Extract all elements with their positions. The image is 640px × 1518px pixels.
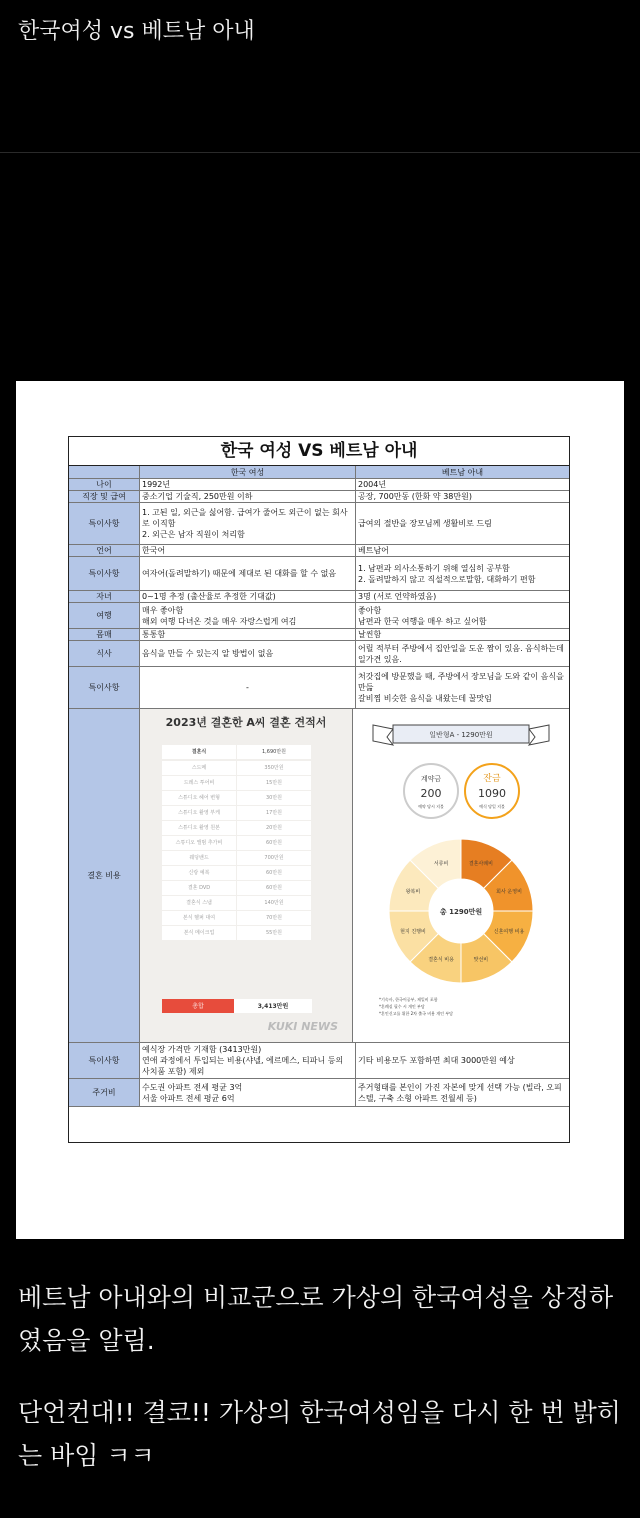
korean-woman-text-line-1: -: [246, 683, 249, 692]
row-label: 결혼 비용: [69, 709, 140, 1042]
estimate-total-value: 3,413만원: [234, 999, 312, 1013]
korean-woman-text-line-1: 음식을 만들 수 있는지 알 방법이 없음: [142, 649, 274, 658]
table-row: [69, 557, 569, 591]
banner-right-ribbon: [529, 725, 549, 745]
donut-slice-label: 신혼여행 비용: [493, 928, 525, 935]
estimate-item-price: 15만원: [237, 776, 311, 790]
estimate-item-price: 60만원: [237, 866, 311, 880]
table-row: [69, 479, 569, 491]
table-header-row: [69, 466, 569, 479]
table-row: [69, 1043, 569, 1079]
korean-woman-cell: [140, 667, 356, 708]
estimate-header-row: [162, 745, 312, 759]
korean-woman-cell: [140, 641, 356, 666]
row-label: 직장 및 급여: [69, 491, 140, 502]
banner-text: 일반형A - 1290만원: [429, 731, 493, 739]
vietnamese-wife-cell: [356, 557, 569, 590]
estimate-header-label: 결혼식: [162, 745, 236, 759]
estimate-item-name: 본식 메이크업: [162, 926, 236, 940]
korean-woman-cell: [140, 1079, 356, 1106]
estimate-total-row: [162, 999, 312, 1013]
donut-slice-label: 결혼사례비: [468, 860, 493, 867]
korean-woman-text-line-2: 연애 과정에서 투입되는 비용(샤넬, 에르메스, 티파니 등의 사치품 포함) 제외: [142, 1056, 344, 1076]
estimate-item-row: [162, 881, 312, 895]
vietnamese-wife-cell: [356, 603, 569, 628]
vietnamese-wife-text-line-1: 날씬함: [358, 630, 382, 639]
estimate-total-label: 총합: [162, 999, 234, 1013]
vietnamese-wife-cell: [356, 1043, 569, 1078]
estimate-item-name: 결혼 DVD: [162, 881, 236, 895]
korean-woman-text-line-1: 매우 좋아함: [142, 605, 184, 615]
donut-slice-label: 현지 진행비: [400, 928, 426, 935]
korean-woman-text-line-2: 해외 여행 다녀온 것을 매우 자랑스럽게 여김: [142, 616, 297, 626]
row-label: 특이사항: [69, 1043, 140, 1078]
estimate-header-amount: 1,690만원: [237, 745, 311, 759]
vietnamese-wife-text-line-1: 급여의 절반을 장모님께 생활비로 드림: [358, 519, 492, 528]
vietnamese-wife-cell: [356, 503, 569, 544]
estimate-items: [162, 761, 312, 941]
header-divider: [0, 152, 640, 153]
row-label: 언어: [69, 545, 140, 556]
estimate-item-name: 드레스 투어비: [162, 776, 236, 790]
table-row: [69, 503, 569, 545]
row-label: 식사: [69, 641, 140, 666]
estimate-item-row: [162, 836, 312, 850]
vietnamese-wife-text-line-2: 갈비찜 비슷한 음식을 내왔는데 꿀맛임: [358, 694, 492, 703]
table-row: [69, 603, 569, 629]
estimate-item-name: 스드메: [162, 761, 236, 775]
estimate-item-price: 30만원: [237, 791, 311, 805]
korean-woman-text-line-1: 0~1명 추정 (출산율로 추정한 기대값): [142, 592, 276, 601]
vn-wedding-graphic: [353, 709, 569, 1043]
estimate-item-name: 스튜디오 앨범 추가비: [162, 836, 236, 850]
balance-value: 1090: [478, 787, 506, 800]
estimate-item-name: 신랑 예복: [162, 866, 236, 880]
balance-sub: 예식 당일 지불: [479, 804, 505, 809]
vietnamese-wife-cell: [356, 479, 569, 490]
estimate-item-price: 140만원: [237, 896, 311, 910]
korean-woman-cell: [140, 629, 356, 640]
row-label: 특이사항: [69, 667, 140, 708]
donut-slice-label: 맞선비: [473, 957, 489, 964]
vietnamese-wife-text-line-1: 베트남어: [358, 546, 389, 555]
table-row: [69, 709, 569, 1043]
vietnamese-wife-text-line-1: 3명 (서로 언약하였음): [358, 592, 437, 601]
vn-wedding-image: [353, 709, 569, 1042]
korean-woman-cell: [140, 491, 356, 502]
row-label: 특이사항: [69, 503, 140, 544]
estimate-item-row: [162, 806, 312, 820]
estimate-item-row: [162, 776, 312, 790]
estimate-item-price: 350만원: [237, 761, 311, 775]
korean-woman-cell: [140, 709, 353, 1042]
korean-woman-text-line-2: 서울 아파트 전세 평균 6억: [142, 1093, 235, 1103]
estimate-item-name: 스튜디오 촬영 원본: [162, 821, 236, 835]
donut-slice-label: 서류비: [433, 860, 449, 867]
korean-woman-text-line-1: 1992년: [142, 480, 171, 489]
donut-footnote: *기숙사, 한국어공부, 제일비 포함: [379, 997, 438, 1002]
estimate-item-name: 스튜디오 촬영 부케: [162, 806, 236, 820]
vietnamese-wife-text-line-1: 기타 비용모두 포함하면 최대 3000만원 예상: [358, 1056, 515, 1065]
estimate-item-row: [162, 761, 312, 775]
estimate-item-price: 70만원: [237, 911, 311, 925]
estimate-item-name: 웨딩밴드: [162, 851, 236, 865]
korean-woman-text-line-1: 예식장 가격만 기재함 (3413만원): [142, 1045, 262, 1054]
estimate-item-row: [162, 791, 312, 805]
estimate-title: 2023년 결혼한 A씨 결혼 견적서: [165, 716, 327, 729]
donut-footnote: *혼인신고를 위한 2차 출국 비용 개인 부담: [379, 1011, 453, 1016]
donut-slice-label: 왕복비: [405, 889, 421, 896]
row-label: 여행: [69, 603, 140, 628]
korean-woman-cell: [140, 503, 356, 544]
estimate-item-row: [162, 851, 312, 865]
korean-woman-cell: [140, 1043, 356, 1078]
korean-woman-cell: [140, 545, 356, 556]
estimate-item-name: 본식 헬퍼 대여: [162, 911, 236, 925]
estimate-item-price: 55만원: [237, 926, 311, 940]
estimate-item-price: 20만원: [237, 821, 311, 835]
estimate-item-row: [162, 926, 312, 940]
vietnamese-wife-text-line-2: 남편과 한국 여행을 매우 하고 싶어함: [358, 616, 487, 626]
comparison-image[interactable]: [16, 381, 624, 1239]
table-row: [69, 641, 569, 667]
caption-paragraph-2: 단언컨대!! 결코!! 가상의 한국여성임을 다시 한 번 밝히는 바임 ㅋㅋ: [18, 1398, 621, 1470]
donut-center-label: 총 1290만원: [439, 908, 483, 916]
post-title: 한국여성 vs 베트남 아내: [18, 19, 255, 44]
estimate-item-price: 17만원: [237, 806, 311, 820]
row-label: 특이사항: [69, 557, 140, 590]
table-row: [69, 491, 569, 503]
estimate-item-price: 700만원: [237, 851, 311, 865]
korean-woman-text-line-1: 통통함: [142, 630, 166, 639]
donut-slice-label: 회사 운영비: [496, 889, 522, 896]
table-row: [69, 667, 569, 709]
table-row: [69, 591, 569, 603]
korean-woman-text-line-1: 여자어(돌려말하기) 때문에 제대로 된 대화를 할 수 없음: [142, 569, 337, 578]
korean-woman-text-line-1: 수도권 아파트 전세 평균 3억: [142, 1082, 243, 1092]
korean-woman-text-line-2: 2. 외근은 남자 직원이 처리함: [142, 530, 245, 539]
vietnamese-wife-text-line-1: 1. 남편과 의사소통하기 위해 열심히 공부함: [358, 563, 510, 573]
vietnamese-wife-text-line-1: 주거형태를 본인이 가진 자본에 맞게 선택 가능 (빌라, 오피스텔, 구축 소형 아파트 전월세 등): [358, 1082, 562, 1103]
estimate-item-row: [162, 821, 312, 835]
vietnamese-wife-text-line-1: 처갓집에 방문했을 때, 주방에서 장모님을 도와 같이 음식을 만듦: [358, 672, 564, 692]
estimate-item-row: [162, 911, 312, 925]
estimate-item-price: 60만원: [237, 836, 311, 850]
estimate-item-name: 결혼식 스냅: [162, 896, 236, 910]
vietnamese-wife-text-line-2: 2. 돌려말하지 않고 직설적으로말함, 대화하기 편함: [358, 574, 536, 584]
table-row: [69, 1079, 569, 1107]
vietnamese-wife-text-line-1: 2004년: [358, 480, 387, 489]
vietnamese-wife-cell: [356, 545, 569, 556]
estimate-item-row: [162, 866, 312, 880]
wedding-estimate-image: [140, 709, 352, 1042]
vietnamese-wife-cell: [353, 709, 569, 1042]
table-row: [69, 545, 569, 557]
korean-woman-cell: [140, 603, 356, 628]
balance-label: 잔금: [483, 774, 501, 784]
vietnamese-wife-text-line-1: 좋아함: [358, 605, 382, 615]
donut-footnote: *혼례실 필수 시 개인 부담: [379, 1004, 425, 1009]
table-title: 한국 여성 VS 베트남 아내: [69, 437, 569, 466]
row-label: 나이: [69, 479, 140, 490]
row-label: 주거비: [69, 1079, 140, 1106]
header-vietnamese-wife: 베트남 아내: [356, 466, 569, 478]
korean-woman-cell: [140, 591, 356, 602]
deposit-value: 200: [420, 787, 442, 800]
kuki-news-watermark: KUKI NEWS: [267, 1020, 338, 1033]
vietnamese-wife-cell: [356, 629, 569, 640]
table-row: [69, 629, 569, 641]
korean-woman-cell: [140, 479, 356, 490]
vietnamese-wife-cell: [356, 667, 569, 708]
korean-woman-text-line-1: 1. 고된 일, 외근을 싫어함. 급여가 줄어도 외근이 없는 회사로 이직함: [142, 508, 348, 528]
vietnamese-wife-cell: [356, 591, 569, 602]
header-korean-woman: 한국 여성: [140, 466, 356, 478]
vietnamese-wife-text-line-1: 공장, 700만동 (한화 약 38만원): [358, 492, 472, 501]
banner-left-ribbon: [373, 725, 393, 745]
estimate-item-row: [162, 896, 312, 910]
row-label: 자녀: [69, 591, 140, 602]
estimate-item-price: 60만원: [237, 881, 311, 895]
row-label: 몸매: [69, 629, 140, 640]
deposit-sub: 예약 당시 지불: [418, 804, 444, 809]
vietnamese-wife-text-line-1: 어릴 적부터 주방에서 집안일을 도운 짬이 있음. 음식하는데 일가견 있음.: [358, 643, 564, 664]
header-blank-cell: [69, 466, 140, 478]
comparison-table: [68, 436, 570, 1143]
korean-woman-text-line-1: 한국어: [142, 546, 166, 555]
vietnamese-wife-cell: [356, 1079, 569, 1106]
korean-woman-cell: [140, 557, 356, 590]
deposit-label: 계약금: [420, 775, 442, 783]
vietnamese-wife-cell: [356, 491, 569, 502]
vietnamese-wife-cell: [356, 641, 569, 666]
donut-slice-label: 결혼식 비용: [428, 957, 454, 964]
caption-paragraph-1: 베트남 아내와의 비교군으로 가상의 한국여성을 상정하였음을 알림.: [18, 1283, 614, 1355]
korean-woman-text-line-1: 중소기업 기술직, 250만원 이하: [142, 492, 253, 501]
estimate-item-name: 스튜디오 헤어 변형: [162, 791, 236, 805]
